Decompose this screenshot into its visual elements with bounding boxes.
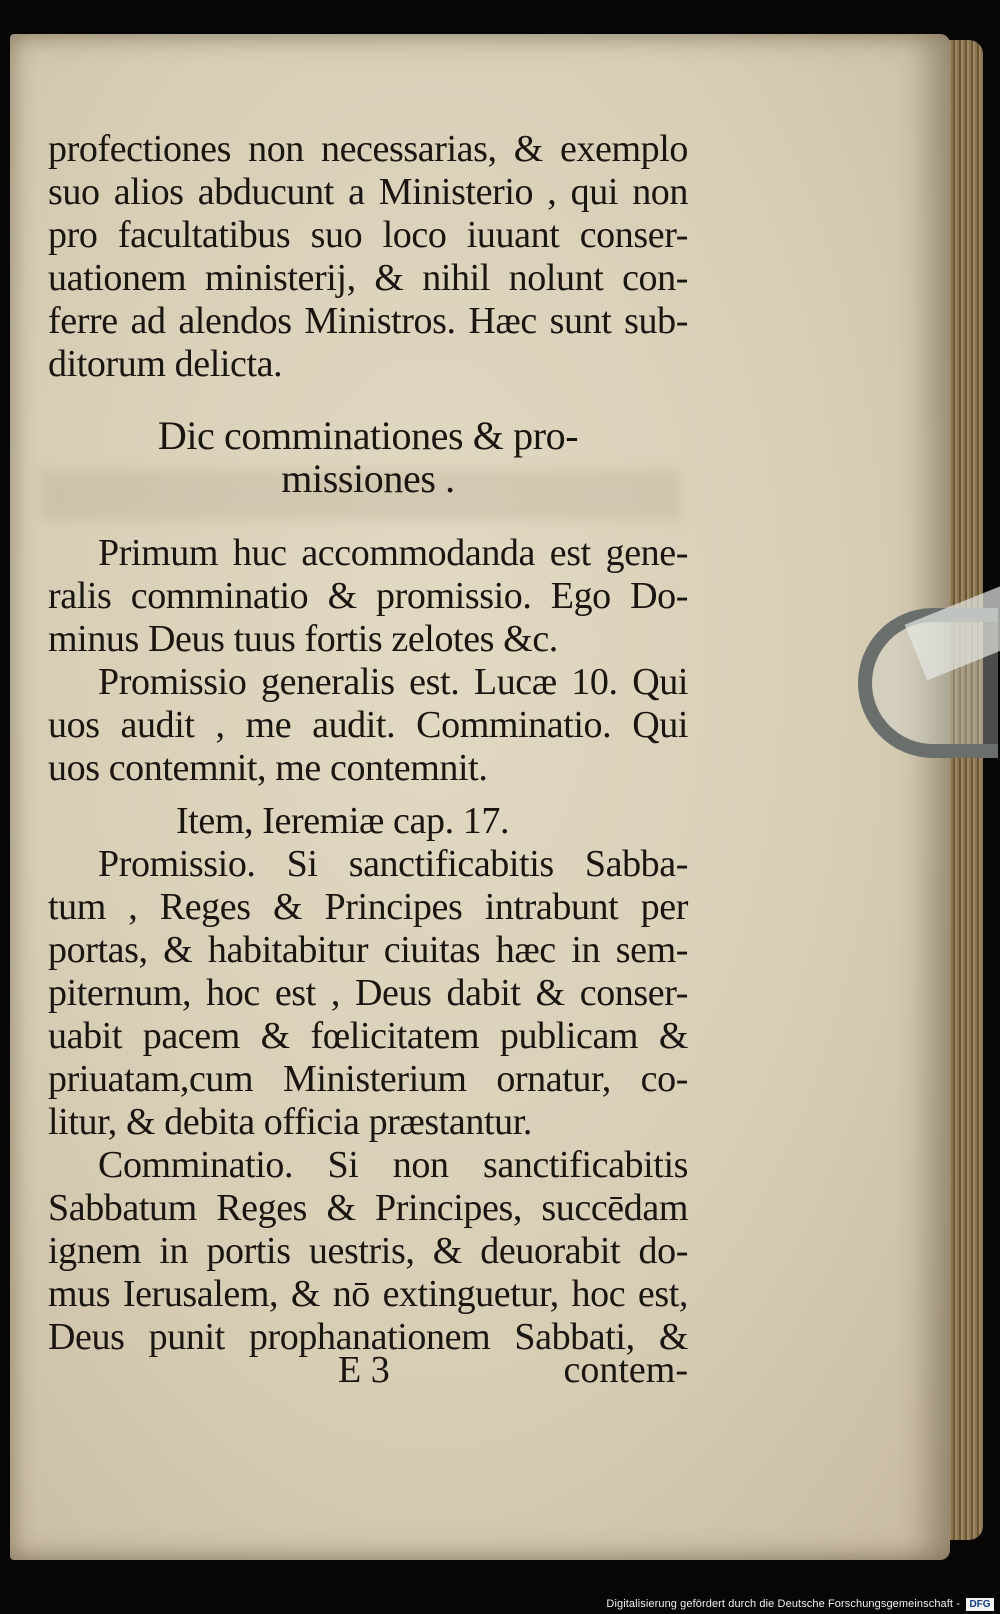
text-line: ditorum delicta. bbox=[48, 343, 283, 385]
text-line: profectiones non necessarias, & exemplo bbox=[48, 128, 688, 170]
text-line: Deus punit prophanationem Sabbati, & bbox=[48, 1316, 688, 1358]
text-line: suo alios abducunt a Ministerio , qui non bbox=[48, 171, 688, 213]
text-line: minus Deus tuus fortis zelotes &c. bbox=[48, 618, 558, 660]
page-footer bbox=[48, 1348, 688, 1391]
text-line: priuatam,cum Ministerium ornatur, co- bbox=[48, 1058, 688, 1100]
text-line: uabit pacem & fœlicitatem publicam & bbox=[48, 1015, 688, 1057]
section-heading: missiones . bbox=[281, 456, 455, 501]
dfg-logo: DFG bbox=[966, 1598, 994, 1611]
text-line: tum , Reges & Principes intrabunt per bbox=[48, 886, 688, 928]
text-line: Promissio generalis est. Lucæ 10. Qui bbox=[98, 661, 688, 703]
plastic-page-clip bbox=[858, 608, 998, 758]
signature-mark: E 3 bbox=[338, 1349, 390, 1391]
text-line: ralis comminatio & promissio. Ego Do- bbox=[48, 575, 688, 617]
page-text-block bbox=[48, 128, 688, 1359]
text-line: Primum huc accommodanda est gene- bbox=[98, 532, 688, 574]
catchword: contem- bbox=[563, 1349, 688, 1391]
digitization-credit: Digitalisierung gefördert durch die Deutsche Forschungsgemeinschaft - bbox=[606, 1598, 960, 1610]
text-line: ferre ad alendos Ministros. Hæc sunt sub- bbox=[48, 300, 688, 342]
text-line: ignem in portis uestris, & deuorabit do- bbox=[48, 1230, 688, 1272]
text-line: piternum, hoc est , Deus dabit & conser- bbox=[48, 972, 688, 1014]
text-line: uationem ministerij, & nihil nolunt con- bbox=[48, 257, 688, 299]
text-line: litur, & debita officia præstantur. bbox=[48, 1101, 533, 1143]
text-line: mus Ierusalem, & nō extinguetur, hoc est, bbox=[48, 1273, 688, 1315]
text-line: Promissio. Si sanctificabitis Sabba- bbox=[98, 843, 688, 885]
section-heading: Dic comminationes & pro- bbox=[157, 413, 579, 458]
text-line: Comminatio. Si non sanctificabitis bbox=[98, 1144, 688, 1186]
book-page-edges bbox=[945, 40, 983, 1540]
text-line: uos audit , me audit. Comminatio. Qui bbox=[48, 704, 688, 746]
text-line: portas, & habitabitur ciuitas hæc in sem- bbox=[48, 929, 688, 971]
text-line: uos contemnit, me contemnit. bbox=[48, 747, 488, 789]
text-line: pro facultatibus suo loco iuuant conser- bbox=[48, 214, 688, 256]
text-line: Item, Ieremiæ cap. 17. bbox=[176, 800, 510, 842]
text-line: Sabbatum Reges & Principes, succēdam bbox=[48, 1187, 688, 1229]
